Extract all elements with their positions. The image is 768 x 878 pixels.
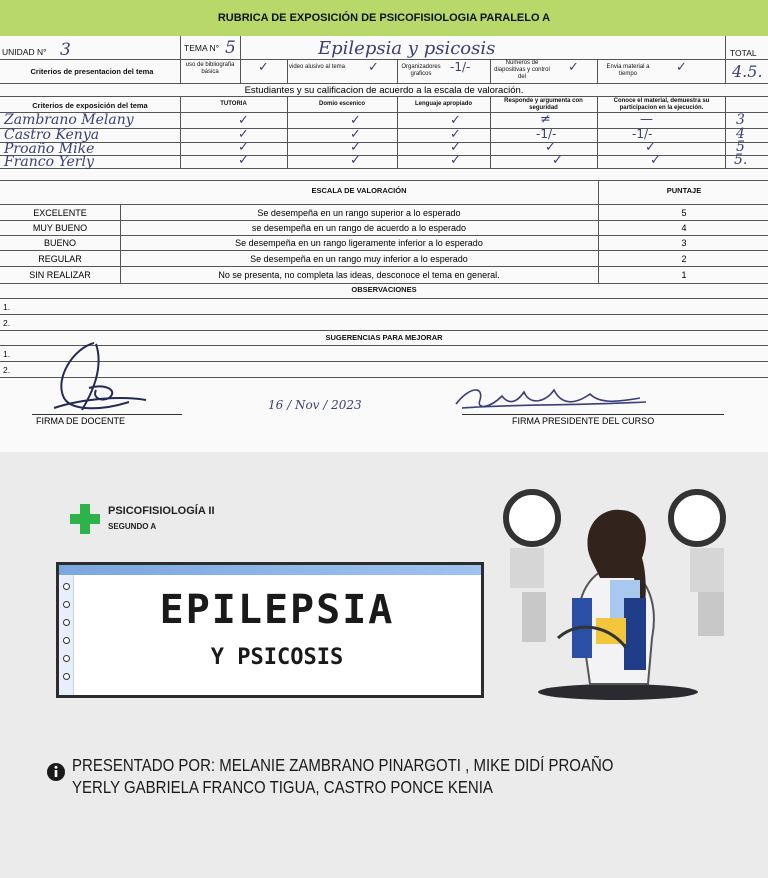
student-mark: ✓ — [645, 140, 656, 155]
window-titlebar — [59, 565, 481, 575]
criterion-diapositivas: Numeros de diapositivas y control del — [494, 60, 550, 80]
firma-docente-label: FIRMA DE DOCENTE — [36, 416, 126, 426]
title-window — [56, 562, 484, 698]
total-label: TOTAL — [730, 48, 757, 58]
header-tutoria: TUTORIA — [220, 101, 247, 107]
student-mark: ✓ — [350, 127, 361, 142]
student-name: Zambrano Melany — [4, 112, 134, 128]
student-mark: ✓ — [238, 140, 249, 155]
window-sidebar — [59, 575, 74, 695]
sidebar-dot — [63, 637, 70, 644]
scale-desc: Se desempeña en un rango muy inferior a lo esperado — [250, 254, 468, 264]
unidad-label: UNIDAD N° — [2, 47, 47, 57]
tema-value: 5 — [225, 38, 236, 58]
student-mark: ✓ — [238, 153, 249, 168]
scale-desc: No se presenta, no completa las ideas, desconoce el tema en general. — [218, 270, 500, 280]
student-mark: — — [640, 112, 653, 127]
scale-desc: Se desempeña en un rango superior a lo esperado — [257, 208, 461, 218]
illustration-person-image — [492, 488, 744, 702]
unidad-value: 3 — [60, 40, 71, 60]
criterion-organizadores: Organizadores graficos — [401, 64, 441, 77]
scale-points: 3 — [681, 238, 687, 248]
criterios-presentacion-label: Criterios de presentacion del tema — [30, 67, 154, 76]
student-mark: ✓ — [650, 153, 661, 168]
sidebar-dot — [63, 655, 70, 662]
observacion-item-2: 2. — [3, 318, 11, 328]
student-score: 5. — [734, 152, 748, 168]
sidebar-dot — [63, 601, 70, 608]
student-score: 5 — [736, 139, 745, 155]
rubric-title: RUBRICA DE EXPOSICIÓN DE PSICOFISIOLOGIA PARALELO A — [0, 0, 768, 36]
scale-points: 4 — [681, 223, 687, 233]
scale-points: 2 — [681, 254, 687, 264]
student-mark: ✓ — [552, 153, 563, 168]
sidebar-dot — [63, 619, 70, 626]
student-name: Proaño Mike — [4, 141, 95, 157]
sidebar-dot — [63, 673, 70, 680]
criterion-video-mark: ✓ — [368, 60, 379, 75]
student-mark: ✓ — [450, 113, 461, 128]
student-score: 3 — [736, 112, 745, 128]
student-mark: -1/- — [536, 127, 557, 141]
scale-label: EXCELENTE — [33, 208, 87, 218]
presidente-signature — [450, 378, 650, 414]
student-score: 4 — [736, 126, 745, 142]
tema-label: TEMA N° — [184, 43, 220, 53]
scale-points: 1 — [681, 270, 687, 280]
header-dominio: Domio escenico — [318, 101, 365, 107]
signature-date: 16 / Nov / 2023 — [268, 398, 362, 412]
criterion-organizadores-mark: -1/- — [450, 60, 471, 74]
sugerencia-item-2: 2. — [3, 365, 11, 375]
student-mark: ✓ — [545, 140, 556, 155]
student-mark: ✓ — [238, 127, 249, 142]
sugerencias-label: SUGERENCIAS PARA MEJORAR — [325, 333, 443, 342]
student-mark: ✓ — [450, 140, 461, 155]
docente-signature — [34, 338, 154, 418]
scale-points: 5 — [681, 208, 687, 218]
students-caption: Estudiantes y su calificacion de acuerdo a la escala de valoración. — [244, 85, 524, 96]
presented-by-line2: YERLY GABRIELA FRANCO TIGUA, CASTRO PONCE KENIA — [72, 778, 493, 798]
observacion-item-1: 1. — [3, 302, 11, 312]
header-lenguaje: Lenguaje apropiado — [414, 101, 472, 107]
criterios-exposicion-label: Criterios de exposición del tema — [32, 101, 148, 110]
criterion-envia-material-mark: ✓ — [676, 60, 687, 75]
scale-desc: se desempeña en un rango de acuerdo a lo esperado — [251, 223, 467, 233]
student-mark: -1/- — [632, 127, 653, 141]
student-mark: ✓ — [350, 113, 361, 128]
scale-label: REGULAR — [38, 254, 82, 264]
firma-presidente-label: FIRMA PRESIDENTE DEL CURSO — [512, 416, 655, 426]
student-mark: ≠ — [540, 112, 551, 127]
student-mark: ✓ — [238, 113, 249, 128]
criterion-diapositivas-mark: ✓ — [568, 60, 579, 75]
student-mark: ✓ — [450, 153, 461, 168]
criterion-envia-material: Envia material a tiempo — [606, 64, 650, 77]
puntaje-label: PUNTAJE — [666, 186, 702, 195]
info-icon — [46, 762, 66, 782]
cover-title: EPILEPSIA — [159, 587, 395, 633]
header-conoce: Conoce el material, demuestra su participacion en la ejecución. — [613, 98, 710, 111]
criterion-bibliografia-mark: ✓ — [258, 60, 269, 75]
scale-label: BUENO — [43, 238, 76, 248]
student-name: Castro Kenya — [4, 127, 100, 143]
criterion-bibliografia: uso de bibliografia básica — [185, 62, 235, 75]
student-mark: ✓ — [450, 127, 461, 142]
sugerencia-item-1: 1. — [3, 349, 11, 359]
presented-by-line1: PRESENTADO POR: MELANIE ZAMBRANO PINARGOTI , MIKE DIDÍ PROAÑO — [72, 756, 614, 776]
plus-icon — [70, 504, 100, 534]
student-mark: ✓ — [350, 140, 361, 155]
scale-desc: Se desempeña en un rango ligeramente inferior a lo esperado — [235, 238, 483, 248]
scale-title: ESCALA DE VALORACIÓN — [311, 186, 407, 195]
header-responde: Responde y argumenta con seguridad — [504, 98, 583, 111]
cover-subtitle: Y PSICOSIS — [210, 645, 344, 670]
criterion-video: video alusivo al tema — [288, 64, 346, 70]
course-name: PSICOFISIOLOGÍA II — [108, 505, 215, 517]
student-mark: ✓ — [350, 153, 361, 168]
total-value: 4.5. — [732, 62, 763, 81]
observaciones-label: OBSERVACIONES — [351, 285, 417, 294]
scale-label: MUY BUENO — [32, 223, 88, 233]
tema-text: Epilepsia y psicosis — [318, 38, 496, 59]
student-name: Franco Yerly — [4, 154, 94, 170]
scale-label: SIN REALIZAR — [29, 270, 91, 280]
course-section: SEGUNDO A — [108, 522, 157, 531]
sidebar-dot — [63, 583, 70, 590]
